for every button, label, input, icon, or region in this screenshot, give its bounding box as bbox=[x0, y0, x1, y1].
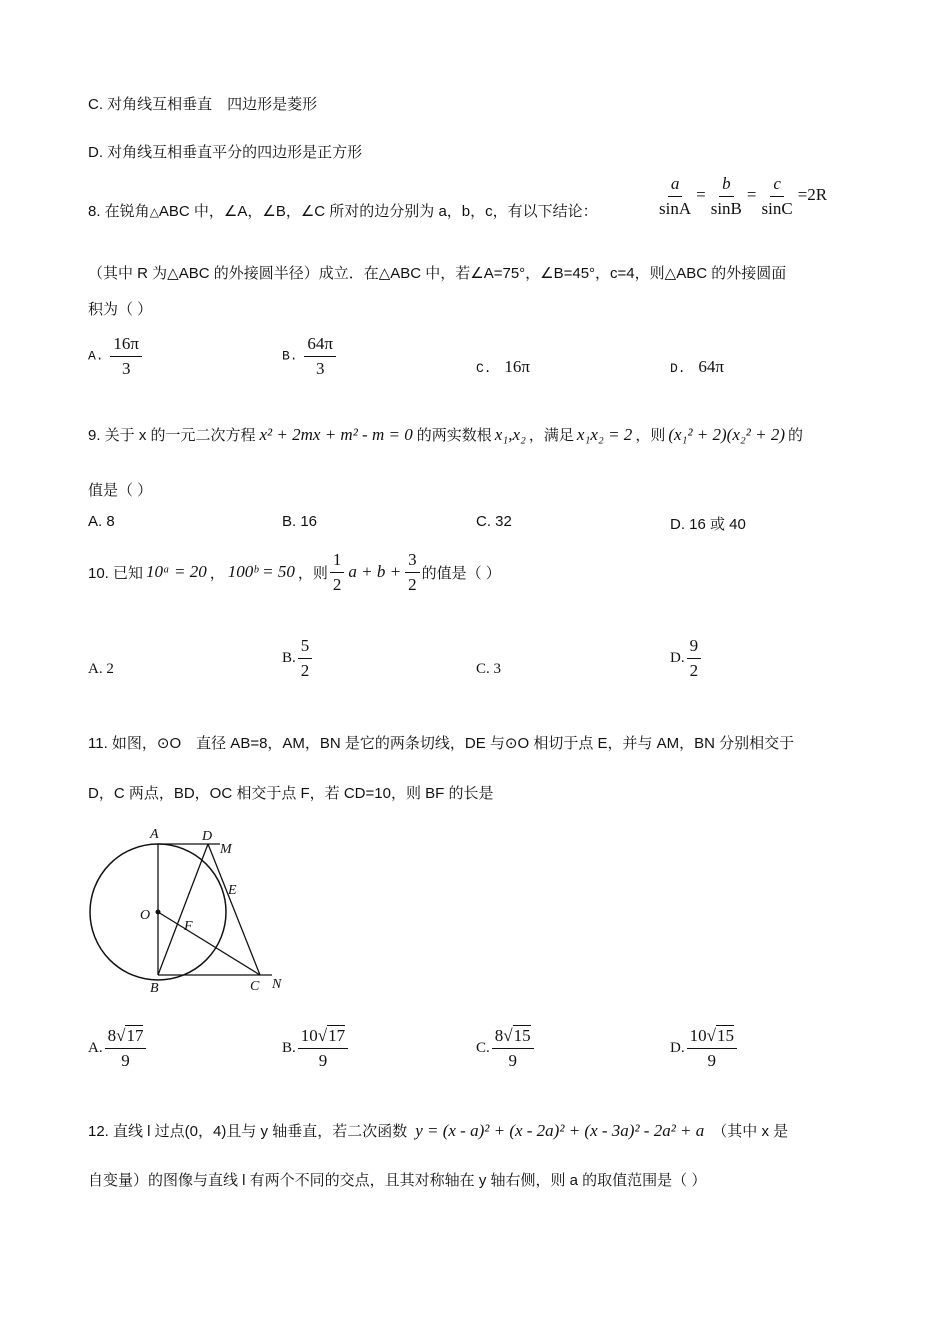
q8-prefix: 8. 在锐角 bbox=[88, 203, 150, 220]
q9-line1: 9. 关于 x 的一元二次方程 x² + 2mx + m² - m = 0 的两实数根 x₁,x₂ ，满足 x₁x₂ = 2 ，则 (x₁² + 2)(x₂² + 2) 的 bbox=[88, 425, 804, 444]
q10-option-a: A. 2 bbox=[88, 661, 114, 677]
q8-option-c: C. 16π bbox=[476, 357, 530, 376]
q8-line3: 积为（ ） bbox=[88, 301, 153, 318]
q10-eq2: 100ᵇ = 50 bbox=[227, 562, 295, 582]
q8-frac-b: $\frac{b}{\sin B}$ bbox=[710, 174, 742, 218]
q9-equation: x² + 2mx + m² - m = 0 bbox=[259, 425, 413, 444]
segment-oc bbox=[158, 912, 260, 975]
q8-statement: ABC 中，∠A，∠B，∠C 所对的边分别为 a，b，c，有以下结论： bbox=[158, 203, 598, 220]
label-a: A bbox=[150, 827, 159, 842]
q10-option-b: B. $\frac{5}{2}$ bbox=[282, 636, 314, 680]
q11-line2: D，C 两点，BD，OC 相交于点 F，若 CD=10，则 BF 的长是 bbox=[88, 785, 494, 802]
q9-option-d: D. 16 或 40 bbox=[670, 516, 746, 533]
segment-bd bbox=[158, 844, 208, 975]
q11-figure bbox=[80, 820, 310, 1000]
q10-option-d: D. $\frac{9}{2}$ bbox=[670, 636, 703, 680]
label-c: C bbox=[250, 979, 260, 994]
q8-formula: $\frac{a}{\sin A}$ = $\frac{b}{\sin B}$ = $\frac{c}{\sin C}$ =2R bbox=[654, 174, 827, 218]
q9-line2: 值是（ ） bbox=[88, 482, 153, 499]
q11-option-b: B. $\frac{10√17}{9}$ bbox=[282, 1026, 350, 1070]
q12-function: y = (x - a)² + (x - 2a)² + (x - 3a)² - 2a² + a bbox=[415, 1121, 705, 1140]
q10-line1: 10. 已知 10ᵃ = 20 ， 100ᵇ = 50 ，则 $\frac{1}{2}$ a + b + $\frac{3}{2}$ 的值是（ ） bbox=[88, 550, 501, 594]
q8-line1 bbox=[88, 200, 598, 221]
triangle-icon: △ bbox=[149, 205, 159, 219]
q7-option-d: D. 对角线互相垂直平分的四边形是正方形 bbox=[88, 144, 363, 161]
q11-line1: 11. 如图，⊙O 直径 AB=8，AM，BN 是它的两条切线，DE 与⊙O 相切于点 E，并与 AM，BN 分别相交于 bbox=[88, 735, 795, 752]
q8-frac-a: $\frac{a}{\sin A}$ bbox=[659, 174, 692, 218]
q12-line2: 自变量）的图像与直线 l 有两个不同的交点，且其对称轴在 y 轴右侧，则 a 的取值范围是（ ） bbox=[88, 1172, 707, 1189]
segment-dc bbox=[208, 844, 260, 975]
q9-option-a: A. 8 bbox=[88, 513, 115, 530]
center-dot bbox=[156, 910, 161, 915]
label-f: F bbox=[184, 919, 193, 934]
q8-frac-c: $\frac{c}{\sin C}$ bbox=[761, 174, 793, 218]
q8-option-b: B. $\frac{64\pi}{3}$ bbox=[282, 334, 338, 378]
label-m: M bbox=[220, 842, 232, 857]
q11-option-a: A. $\frac{8√17}{9}$ bbox=[88, 1026, 148, 1070]
label-o: O bbox=[140, 908, 151, 923]
q9-expression: (x₁² + 2)(x₂² + 2) bbox=[668, 425, 786, 444]
q10-eq1: 10ᵃ = 20 bbox=[146, 562, 207, 582]
q8-line2: （其中 R 为△ABC 的外接圆半径）成立．在△ABC 中，若∠A=75°，∠B=45°，c=4，则△ABC 的外接圆面 bbox=[88, 265, 787, 282]
q7-option-c: C. 对角线互相垂直 四边形是菱形 bbox=[88, 96, 318, 113]
q9-roots: x₁,x₂ bbox=[494, 425, 526, 444]
label-e: E bbox=[228, 883, 237, 898]
q12-line1: 12. 直线 l 过点(0，4)且与 y 轴垂直，若二次函数 y = (x - a)² + (x - 2a)² + (x - 3a)² - 2a² + a （其中 x 是 bbox=[88, 1121, 789, 1140]
q10-half: $\frac{1}{2}$ bbox=[330, 550, 345, 594]
q11-option-d: D. $\frac{10√15}{9}$ bbox=[670, 1026, 739, 1070]
q10-three-halves: $\frac{3}{2}$ bbox=[405, 550, 420, 594]
q8-option-a: A. $\frac{16\pi}{3}$ bbox=[88, 334, 144, 378]
q9-condition: x₁x₂ = 2 bbox=[576, 425, 633, 444]
q9-option-b: B. 16 bbox=[282, 513, 318, 530]
q10-option-c: C. 3 bbox=[476, 661, 502, 677]
q9-option-c: C. 32 bbox=[476, 513, 512, 530]
label-d: D bbox=[202, 829, 213, 844]
label-n: N bbox=[272, 977, 282, 992]
q8-option-d: D. 64π bbox=[670, 357, 724, 376]
q11-option-c: C. $\frac{8√15}{9}$ bbox=[476, 1026, 536, 1070]
label-b: B bbox=[150, 981, 159, 996]
